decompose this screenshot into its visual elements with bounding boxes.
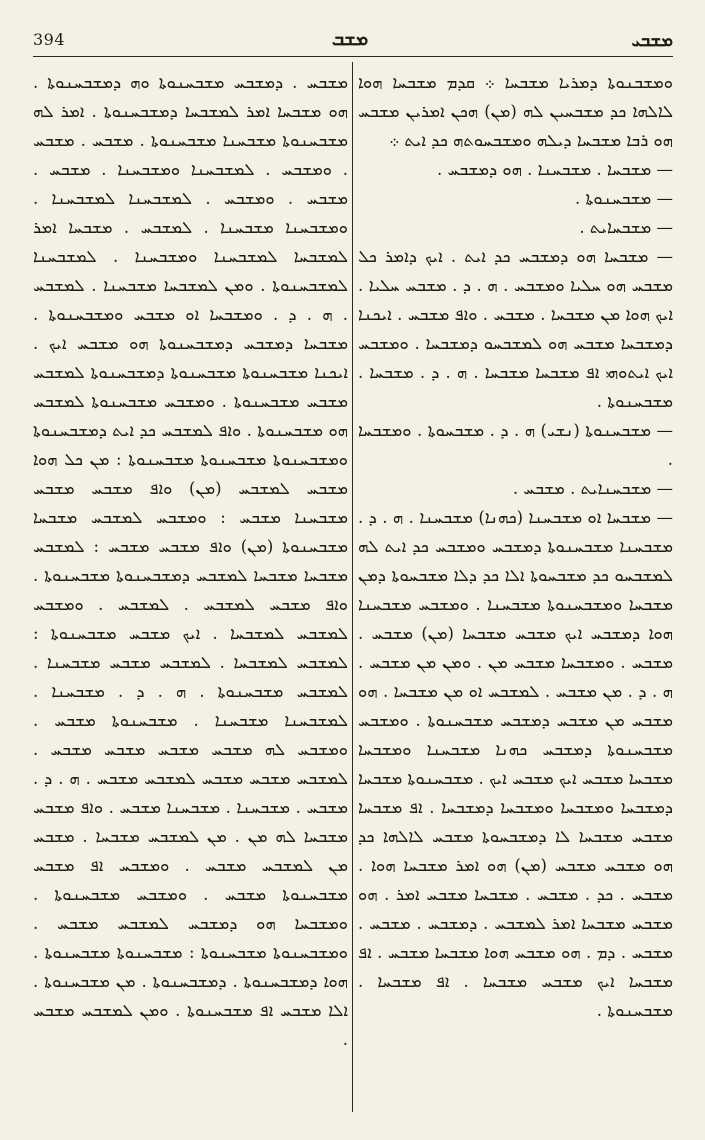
catchword: ܡܫܒܝ [631,30,673,51]
column-divider [352,62,353,1112]
entry-paragraph: — ܡܫܒܚܢܘܬܐ . [575,189,673,208]
entry-paragraph: — ܡܫܒܚܐ . ܡܫܒܚܢܐ . ܗܘ ܕܡܫܒܚ . [436,160,673,179]
page-number: 394 [33,30,66,49]
entry-paragraph: ܡܫܒܚ . ܕܡܫܒܚ ܡܫܒܚܢܘܬܐ ܘܗ ܕܡܫܒܚܢܘܬܐ . ܗܘ ܡܫܒܚܐ ܐܡܪ ܠܡܫܒܚܐ ܕܡܫܒܚܢܘܬܐ . ܐܡܪ ܠܗ ܡܫܒܚܢܘܬܐ ܡܫܒܚܢܐ ܡܫܒܚܢܘܬܐ . ܡܫܒܚ . ܡܫܒܚ . ܘܡܫܒܚ . ܠܡܫܒܚܢܐ ܘܡܫܒܚܢܐ . ܡܫܒܚ . ܡܫܒܚ . ܘܡܫܒܚ . ܠܡܫܒܚܢܐ ܠܡܫܒܚܢܐ . ܘܡܫܒܚܢܐ ܡܫܒܚܢܐ . ܠܡܫܒܚ . ܡܫܒܚܐ ܐܡܪ ܠܡܫܒܚܐ ܠܡܫܒܚܢܐ ܘܡܫܒܚܢܐ . ܠܡܫܒܚܢܐ ܠܡܫܒܚܢܘܬܐ . ܘܡܢ ܠܡܫܒܚܐ ܡܫܒܚܢܐ . ܠܡܫܒܚ . ܗ . ܕ . ܘܡܫܒܚܐ ܐܘ ܡܫܒܚ ܘܡܫܒܚܢܘܬܐ . ܡܫܒܚܐ ܕܡܫܒܚ ܕܡܫܒܚܢܘܬܐ ܗܘ ܡܫܒܚ ܐܝܟ . ܐܝܟܢܐ ܡܫܒܚܢܘܬܐ ܡܫܒܚܢܘܬܐ ܕܡܫܒܚܢܘܬܐ ܠܡܫܒܚ ܡܫܒܚ ܡܫܒܚܢܘܬܐ . ܘܡܫܒܚ ܡܫܒܚܢܘܬܐ ܠܡܫܒܚ ܗܘ ܡܫܒܚܢܘܬܐ . ܘܐܦ ܠܡܫܒܚ ܟܕ ܐܝܬ ܕܡܫܒܚܢܘܬܐ ܘܡܫܒܚܢܘܬܐ ܡܫܒܚܢܘܬܐ ܡܫܒܚܢܘܬܐ : ܡܢ ܟܠ ܗܘܐ ܡܫܒܚ ܠܡܫܒܚ (ܡܢ) ܘܐܦ ܡܫܒܚ ܡܫܒܚ ܡܫܒܚܢܐ ܡܫܒܚ : ܘܡܫܒܚ ܠܡܫܒܚ ܡܫܒܚܐ ܡܫܒܚܢܘܬܐ (ܡܢ) ܘܐܦ ܡܫܒܚ ܡܫܒܚ : ܠܡܫܒܚ ܡܫܒܚܐ ܡܫܒܚܐ ܠܡܫܒܚ ܕܡܫܒܚܢܘܬܐ ܡܫܒܚܢܘܬܐ . ܘܐܦ ܡܫܒܚ ܠܡܫܒܚ . ܠܡܫܒܚ . ܘܡܫܒܚ ܠܡܫܒܚ ܠܡܫܒܚܐ . ܐܝܟ ܡܫܒܚ ܡܫܒܚܢܘܬܐ : ܠܡܫܒܚ ܠܡܫܒܚܐ . ܠܡܫܒܚ ܡܫܒܚ ܡܫܒܚܢܐ . ܠܡܫܒܚ ܡܫܒܚܢܘܬܐ . ܗ . ܕ . ܡܫܒܚܢܐ . ܠܡܫܒܚܢܐ ܡܫܒܚܢܐ . ܡܫܒܚܢܘܬܐ ܡܫܒܚ . ܘܡܫܒܚ ܠܗ ܡܫܒܚ ܡܫܒܚ ܡܫܒܚ ܡܫܒܚ . ܠܡܫܒܚ ܡܫܒܚ ܡܫܒܚ ܠܡܫܒܚ ܡܫܒܚ . ܗ . ܕ . ܡܫܒܚ . ܡܫܒܚܢܐ . ܡܫܒܚܢܐ ܡܫܒܚ . ܘܐܦ ܡܫܒܚ ܡܫܒܚܐ ܠܗ ܡܢ . ܡܢ ܠܡܫܒܚ ܡܫܒܚܐ . ܡܫܒܚ ܡܢ ܠܡܫܒܚ ܡܫܒܚ . ܘܡܫܒܚ ܐܦ ܡܫܒܚ ܡܫܒܚܢܘܬܐ ܡܫܒܚ . ܘܡܫܒܚ ܡܫܒܚܢܘܬܐ . ܘܡܫܒܚܐ ܗܘ ܕܡܫܒܚ ܠܡܫܒܚ ܡܫܒܚ . ܘܡܫܒܚܢܘܬܐ ܡܫܒܚܢܘܬܐ : ܡܫܒܚܢܘܬܐ ܡܫܒܚܢܘܬܐ . ܗܘܐ ܕܡܫܒܚܢܘܬܐ . ܕܡܫܒܚܢܘܬܐ . ܡܢ ܡܫܒܚܢܘܬܐ . ܐܠܐ ܡܫܒܚ ܐܦ ܡܫܒܚܢܘܬܐ . ܘܡܢ ܠܡܫܒܚ ܡܫܒܚ . [33,73,348,1049]
running-title: ܡܫܒ [331,28,369,50]
entry-paragraph: — ܡܫܒܚܐ ܗܘ ܕܡܫܒܚ ܟܕ ܐܝܬ . ܐܝܟ ܕܐܡܪ ܟܠ ܡܫܒܚ ܗܘ ܚܠܝܐ ܘܡܫܒܚ . ܗ . ܕ . ܡܫܒܚ ܚܠܝܐ . ܐܝܟ ܗܘܐ ܡܢ ܡܫܒܚܐ . ܡܫܒܚ . ܘܐܦ ܡܫܒܚ . ܐܝܟܢܐ ܕܡܫܒܚܐ ܡܫܒܚ ܗܘ ܠܡܫܒܚܘ ܕܡܫܒܚܐ . ܘܡܫܒܚ ܐܝܟ ܐܝܬܘܗܝ ܐܦ ܡܫܒܚܐ ܡܫܒܚܐ . ܗ . ܕ . ܡܫܒܚܐ . ܡܫܒܚܢܘܬܐ . [358,247,673,411]
left-column [33,68,348,1108]
right-column [358,68,673,1108]
header-rule [33,56,673,57]
entry-paragraph: — ܡܫܒܚܢܘܬܐ (ܢܫܝ) ܗ . ܕ . ܡܫܒܚܘܬܐ . ܘܡܫܒܚܐ . [358,421,673,469]
entry-paragraph: — ܡܫܒܚܐܝܬ . [579,218,673,237]
entry-paragraph: — ܡܫܒܚܐ ܐܘ ܡܫܒܚܢܐ (ܟܗܢܐ) ܡܫܒܚܢܐ . ܗ . ܕ . ܡܫܒܚܢܐ ܡܫܒܚܢܘܬܐ ܕܡܫܒܚ ܘܡܫܒܚ ܟܕ ܐܝܬ ܠܗ ܠܡܫܒܚܘ ܟܕ ܡܫܒܚܘܬܐ ܐܠܐ ܟܕ ܕܠܐ ܡܫܒܚܘܬܐ ܕܡܢ ܡܫܒܚܐ ܘܡܫܒܚܢܘܬܐ ܡܫܒܚܢܐ . ܘܡܫܒܚ ܡܫܒܚܢܐ ܗܘܐ ܕܡܫܒܚ ܐܝܟ ܡܫܒܚ ܡܫܒܚܐ (ܡܢ) ܡܫܒܚ . ܡܫܒܚ . ܘܡܫܒܚܐ ܡܫܒܚ ܡܢ . ܘܡܢ ܡܢ ܡܫܒܚ . ܗ . ܕ . ܡܢ ܡܫܒܚ . ܠܡܫܒܚ ܐܘ ܡܢ ܡܫܒܚܐ . ܗܘ ܡܫܒܚ ܡܢ ܡܫܒܚ ܕܡܫܒܚ ܡܫܒܚܢܘܬܐ . ܘܡܫܒܚ ܡܫܒܚܢܘܬܐ ܕܡܫܒܚ ܟܗܢܐ ܡܫܒܚܢܐ ܘܡܫܒܚܐ ܡܫܒܚܐ ܡܫܒܚ ܐܝܟ ܡܫܒܚ ܐܝܟ . ܡܫܒܚܢܘܬܐ ܡܫܒܚܐ ܕܡܫܒܚܐ ܘܡܫܒܚܐ ܘܡܫܒܚܐ ܕܡܫܒܚܐ . ܐܦ ܡܫܒܚܐ ܡܫܒܚ ܡܫܒܚܐ ܠܐ ܕܡܫܒܚܘܬܐ ܡܫܒܚ ܠܐܠܗܐ ܟܕ ܗܘ ܡܫܒܚ ܡܫܒܚ (ܡܢ) ܗܘ ܐܡܪ ܡܫܒܚܐ ܗܘܐ . ܡܫܒܚ . ܟܕ . ܡܫܒܚ . ܡܫܒܚܐ ܡܫܒܚ ܐܡܪ . ܗܘ ܡܫܒܚ ܡܫܒܚܐ ܐܡܪ ܠܡܫܒܚ . ܕܡܫܒܚ . ܡܫܒܚ . ܡܫܒܚ . ܕܡ . ܗܘ ܡܫܒܚ ܗܘܐ ܡܫܒܚܐ ܡܫܒܚ . ܐܦ ܡܫܒܚܐ ܐܝܟ ܡܫܒܚ ܡܫܒܚܐ . ܐܦ ܡܫܒܚܐ . ܡܫܒܚܢܘܬܐ . [358,508,673,1020]
entry-paragraph: ܘܡܫܒܢܘܬܐ ܕܡܪܝܐ ܡܫܒܚܐ ܀ ܩܕܡ ܡܫܒܚܐ ܗܘܐ ܠܐܠܗܐ ܟܕ ܡܫܒܚܝܢ ܠܗ (ܡܢ) ܗܟܢ ܐܡܪܝܢ ܡܫܒܚ ܗܘ ܪܒܐ ܡܫܒܚܐ ܕܝܠܗ ܘܡܫܒܚܘܬܗ ܟܕ ܐܝܬ ܀ [358,73,673,150]
entry-paragraph: — ܡܫܒܚܢܐܝܬ . ܡܫܒܚ . [512,479,673,498]
